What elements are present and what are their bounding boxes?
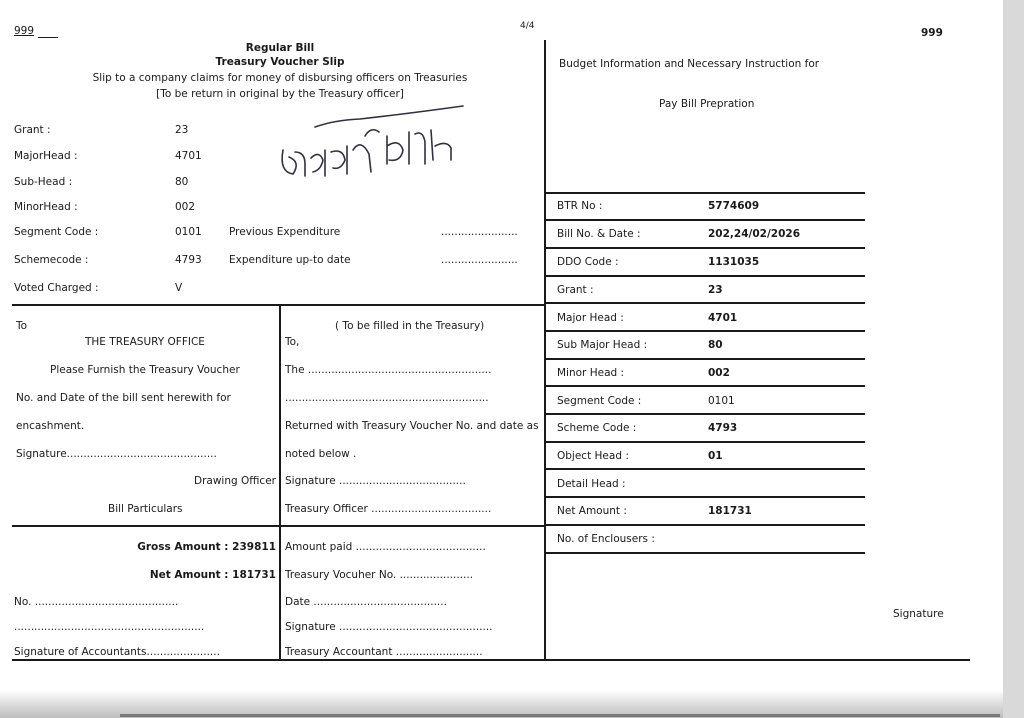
treasury-office-title: THE TREASURY OFFICE — [85, 336, 205, 348]
treasury-voucher-no-line: Treasury Vocuher No. ...................... — [285, 569, 474, 581]
field-value-grant: 23 — [175, 124, 189, 136]
scan-margin-bottom — [0, 690, 1003, 718]
btr-no-label: BTR No : — [557, 200, 603, 212]
lower-separator — [12, 525, 544, 527]
sub-major-head-value: 80 — [708, 339, 723, 351]
noted-below-line: noted below . — [285, 448, 357, 460]
field-label-voted-charged: Voted Charged : — [14, 282, 99, 294]
table-rule — [546, 330, 865, 332]
scan-margin-right — [1003, 0, 1024, 718]
table-rule — [546, 302, 865, 304]
bill-no-date-label: Bill No. & Date : — [557, 228, 641, 240]
filled-in-treasury-note: ( To be filled in the Treasury) — [335, 320, 485, 332]
expenditure-upto-date-label: Expenditure up-to date — [229, 254, 351, 266]
ddo-code-label: DDO Code : — [557, 256, 619, 268]
table-rule — [546, 496, 865, 498]
field-value-majorhead: 4701 — [175, 150, 202, 162]
no-line: No. ........................................... — [14, 596, 179, 608]
grant-label: Grant : — [557, 284, 594, 296]
drawing-officer-label: Drawing Officer — [194, 475, 276, 487]
handwritten-note — [275, 102, 470, 192]
scheme-code-value: 4793 — [708, 422, 738, 434]
table-rule — [546, 552, 865, 554]
table-rule — [546, 247, 865, 249]
table-rule — [546, 413, 865, 415]
table-rule — [546, 219, 865, 221]
major-head-value: 4701 — [708, 312, 738, 324]
sub-major-head-label: Sub Major Head : — [557, 339, 648, 351]
upper-separator — [12, 304, 544, 306]
bill-particulars-label: Bill Particulars — [108, 503, 183, 515]
field-label-majorhead: MajorHead : — [14, 150, 78, 162]
bottom-rule — [12, 659, 970, 661]
scheme-code-label: Scheme Code : — [557, 422, 637, 434]
table-rule — [546, 385, 865, 387]
object-head-label: Object Head : — [557, 450, 629, 462]
signature-of-accountants: Signature of Accountants...................... — [14, 646, 220, 658]
bill-subtitle: Treasury Voucher Slip — [215, 56, 345, 68]
table-rule — [546, 358, 865, 360]
btr-no-value: 5774609 — [708, 200, 760, 212]
net-amount-value: 181731 — [708, 505, 752, 517]
treasury-accountant-line: Treasury Accountant .......................... — [285, 646, 483, 658]
ddo-code-value: 1131035 — [708, 256, 760, 268]
field-value-minorhead: 002 — [175, 201, 196, 213]
table-rule — [546, 275, 865, 277]
expenditure-upto-date-dots: ....................... — [441, 254, 518, 266]
field-value-subhead: 80 — [175, 176, 189, 188]
field-value-voted-charged: V — [175, 282, 183, 294]
segment-code-value: 0101 — [708, 395, 735, 407]
treasury-officer-line: Treasury Officer .................................... — [285, 503, 492, 515]
gross-amount: Gross Amount : 239811 — [137, 541, 276, 553]
corner-number-right: 999 — [921, 27, 943, 39]
net-amount: Net Amount : 181731 — [149, 569, 276, 581]
object-head-value: 01 — [708, 450, 723, 462]
table-rule — [546, 524, 865, 526]
bill-no-date-value: 202,24/02/2026 — [708, 228, 801, 240]
treasury-the-line: The ....................................................... — [285, 364, 492, 376]
field-label-subhead: Sub-Head : — [14, 176, 73, 188]
pay-bill-heading: Pay Bill Prepration — [659, 98, 755, 110]
page-number: 4/4 — [520, 21, 535, 31]
corner-underline — [38, 37, 58, 38]
amount-paid-line: Amount paid ....................................... — [285, 541, 486, 553]
enclosures-label: No. of Enclousers : — [557, 533, 655, 545]
corner-number-left: 999 — [14, 25, 35, 37]
payment-signature-line: Signature .............................................. — [285, 621, 493, 633]
major-head-label: Major Head : — [557, 312, 624, 324]
previous-expenditure-label: Previous Expenditure — [229, 226, 341, 238]
returned-voucher-line: Returned with Treasury Voucher No. and date as — [285, 420, 539, 432]
field-label-segment-code: Segment Code : — [14, 226, 99, 238]
treasury-dotted-line: ............................................................. — [285, 392, 489, 404]
segment-code-label: Segment Code : — [557, 395, 642, 407]
to-label: To — [16, 320, 28, 332]
field-label-grant: Grant : — [14, 124, 51, 136]
table-rule — [546, 468, 865, 470]
table-rule — [546, 192, 865, 194]
encashment-line: encashment. — [16, 420, 85, 432]
treasury-to-label: To, — [285, 336, 300, 348]
signature-line: Signature............................................. — [16, 448, 217, 460]
detail-head-label: Detail Head : — [557, 478, 626, 490]
header-line-1: Slip to a company claims for money of disbursing officers on Treasuries — [92, 72, 468, 84]
header-line-2: [To be return in original by the Treasury officer] — [156, 88, 404, 100]
field-value-segment-code: 0101 — [175, 226, 202, 238]
field-label-schemecode: Schemecode : — [14, 254, 89, 266]
payment-date-line: Date ........................................ — [285, 596, 447, 608]
net-amount-label: Net Amount : — [557, 505, 627, 517]
minor-head-value: 002 — [708, 367, 730, 379]
budget-info-heading: Budget Information and Necessary Instruction for — [559, 58, 820, 70]
middle-divider — [279, 305, 281, 660]
treasury-signature-line: Signature ...................................... — [285, 475, 466, 487]
field-value-schemecode: 4793 — [175, 254, 202, 266]
furnish-voucher-line: Please Furnish the Treasury Voucher — [50, 364, 240, 376]
field-label-minorhead: MinorHead : — [14, 201, 78, 213]
bill-title: Regular Bill — [245, 42, 315, 54]
main-divider — [544, 40, 546, 660]
bill-no-date-line: No. and Date of the bill sent herewith for — [16, 392, 231, 404]
grant-value: 23 — [708, 284, 723, 296]
minor-head-label: Minor Head : — [557, 367, 625, 379]
signature-label: Signature — [893, 608, 944, 620]
previous-expenditure-dots: ....................... — [441, 226, 518, 238]
amounts-dotted-line: ......................................................... — [14, 621, 205, 633]
table-rule — [546, 441, 865, 443]
